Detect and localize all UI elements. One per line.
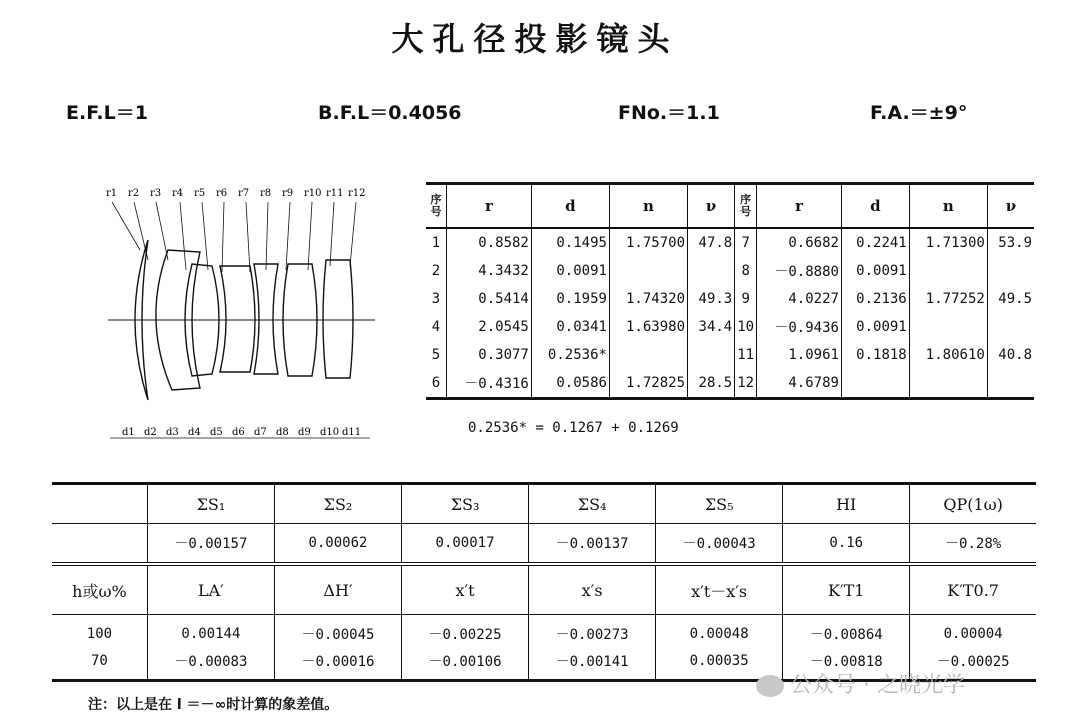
d-label: d11 — [342, 427, 362, 438]
lens-cell-d: 0.0091 — [531, 257, 609, 285]
header-n-2: n — [909, 184, 987, 229]
seidel-value-cell: 0.16 — [783, 524, 910, 565]
aberration-value-cell: －0.00083 — [147, 648, 274, 681]
lens-cell-v — [688, 341, 735, 369]
seidel-header-cell: ΣS₂ — [274, 484, 401, 524]
lens-cell-i: 5 — [431, 347, 441, 363]
lens-table-row — [426, 285, 1034, 313]
page-title: 大孔径投影镜头 — [391, 20, 679, 58]
watermark — [756, 668, 965, 699]
lens-cell-i: 3 — [431, 291, 441, 307]
lens-table-row — [426, 341, 1034, 369]
header-v-2: ν — [987, 184, 1034, 229]
lens-cell-r2: 0.6682 — [757, 228, 842, 257]
d-label: d2 — [144, 427, 157, 438]
seidel-header-cell: HI — [783, 484, 910, 524]
lens-diagram — [100, 180, 390, 445]
lens-cell-i2: 7 — [735, 228, 757, 257]
aberration-value-cell: －0.00016 — [274, 648, 401, 681]
lens-table-row — [426, 369, 1034, 399]
lens-table-header — [426, 184, 1034, 229]
footnote: 注：以上是在 l ＝－∞时计算的象差值。 — [88, 697, 339, 713]
lens-elements — [108, 240, 375, 400]
lens-cell-v: 34.4 — [688, 313, 735, 341]
aberration-header-cell: h或ω% — [52, 564, 147, 615]
d-label: d9 — [298, 427, 311, 438]
r-label: r8 — [260, 188, 272, 199]
lens-cell-v2: 49.5 — [987, 285, 1034, 313]
aberration-row-100 — [52, 615, 1036, 649]
lens-cell-n2: 1.71300 — [909, 228, 987, 257]
seidel-value-cell: －0.00043 — [656, 524, 783, 565]
lens-cell-d: 0.2536* — [531, 341, 609, 369]
d-label: d5 — [210, 427, 223, 438]
aberration-value-cell: 0.00035 — [656, 648, 783, 681]
thickness-note: 0.2536* = 0.1267 + 0.1269 — [468, 420, 679, 436]
lens-cell-n2 — [909, 257, 987, 285]
header-v: ν — [688, 184, 735, 229]
lens-cell-v2 — [987, 313, 1034, 341]
wechat-icon — [756, 675, 784, 697]
r-label: r10 — [304, 188, 322, 199]
header-r: r — [447, 184, 532, 229]
lens-cell-n2 — [909, 313, 987, 341]
lens-cell-r: 0.8582 — [447, 228, 532, 257]
lens-cell-d2 — [841, 369, 909, 399]
seidel-header-cell: ΣS₁ — [147, 484, 274, 524]
seidel-value-cell — [52, 524, 147, 565]
aberration-value-cell: －0.00225 — [402, 615, 529, 649]
d-label: d6 — [232, 427, 245, 438]
d-label: d10 — [320, 427, 340, 438]
lens-table-row — [426, 257, 1034, 285]
lens-cell-i2: 12 — [735, 369, 757, 399]
seidel-value-cell: 0.00062 — [274, 524, 401, 565]
lens-cell-r: －0.4316 — [447, 369, 532, 399]
lens-cell-n — [609, 341, 687, 369]
lens-cell-v: 28.5 — [688, 369, 735, 399]
aberration-header-cell: ΔH′ — [274, 564, 401, 615]
aberration-value-cell: 0.00144 — [147, 615, 274, 649]
lens-cell-n: 1.63980 — [609, 313, 687, 341]
aberration-header-cell: K′T0.7 — [910, 564, 1036, 615]
aberration-value-cell: －0.00818 — [783, 648, 910, 681]
lens-cell-v2: 40.8 — [987, 341, 1034, 369]
r-label: r11 — [326, 188, 344, 199]
lens-cell-v: 49.3 — [688, 285, 735, 313]
spec-fno: FNo.＝1.1 — [618, 102, 720, 124]
watermark-text: 公众号 · 之晓光学 — [790, 673, 965, 698]
lens-cell-r2: 4.0227 — [757, 285, 842, 313]
aberration-header-cell: LA′ — [147, 564, 274, 615]
aberration-header-row — [52, 564, 1036, 615]
aberration-value-cell: －0.00025 — [910, 648, 1036, 681]
lens-cell-r2: －0.8880 — [757, 257, 842, 285]
header-d: d — [531, 184, 609, 229]
lens-cell-d: 0.1495 — [531, 228, 609, 257]
lens-cell-i2: 8 — [735, 257, 757, 285]
lens-element-5 — [254, 264, 278, 374]
lens-cell-i2: 10 — [735, 313, 757, 341]
lens-cell-i: 6 — [426, 369, 447, 399]
lens-table-row — [426, 313, 1034, 341]
aberration-value-cell: 0.00048 — [656, 615, 783, 649]
header-n: n — [609, 184, 687, 229]
r-labels — [106, 188, 366, 199]
seidel-header-cell: ΣS₃ — [402, 484, 529, 524]
header-index-2: 序号 — [735, 184, 757, 229]
lens-cell-n: 1.74320 — [609, 285, 687, 313]
lens-cell-d: 0.1959 — [531, 285, 609, 313]
lens-cell-r: 0.3077 — [447, 341, 532, 369]
aberration-header-cell: K′T1 — [783, 564, 910, 615]
lens-cell-r: 0.5414 — [447, 285, 532, 313]
lens-cell-d2: 0.1818 — [841, 341, 909, 369]
aberration-header-cell: x′s — [529, 564, 656, 615]
r-label: r7 — [238, 188, 250, 199]
r-label: r9 — [282, 188, 294, 199]
lens-cell-r: 4.3432 — [447, 257, 532, 285]
lens-cell-r2: 4.6789 — [757, 369, 842, 399]
r-label: r6 — [216, 188, 228, 199]
lens-cell-n: 1.72825 — [609, 369, 687, 399]
lens-cell-d2: 0.0091 — [841, 313, 909, 341]
lens-cell-d2: 0.0091 — [841, 257, 909, 285]
spec-bfl: B.F.L＝0.4056 — [318, 102, 462, 124]
lens-cell-n: 1.75700 — [609, 228, 687, 257]
seidel-header-cell: ΣS₄ — [529, 484, 656, 524]
lens-cell-r2: 1.0961 — [757, 341, 842, 369]
lens-cell-v2 — [987, 257, 1034, 285]
seidel-header-cell: QP(1ω) — [910, 484, 1036, 524]
aberration-value-cell: 100 — [86, 626, 113, 642]
d-label: d7 — [254, 427, 267, 438]
spec-efl: E.F.L＝1 — [66, 102, 148, 124]
r-label: r3 — [150, 188, 162, 199]
d-label: d4 — [188, 427, 201, 438]
header-d-2: d — [841, 184, 909, 229]
lens-table-row — [426, 228, 1034, 257]
spec-fa: F.A.＝±9° — [870, 102, 968, 124]
lens-cell-v2: 53.9 — [987, 228, 1034, 257]
aberration-value-cell: 70 — [52, 648, 147, 681]
lens-cell-n2: 1.77252 — [909, 285, 987, 313]
lens-cell-v2 — [987, 369, 1034, 399]
seidel-value-cell: －0.00157 — [147, 524, 274, 565]
seidel-header-row — [52, 484, 1036, 524]
r-label: r12 — [348, 188, 366, 199]
seidel-value-cell: －0.28% — [910, 524, 1036, 565]
lens-cell-i: 2 — [431, 263, 441, 279]
lens-cell-r: 2.0545 — [447, 313, 532, 341]
lens-cell-v — [688, 257, 735, 285]
aberration-value-cell: －0.00141 — [529, 648, 656, 681]
aberration-header-cell: x′t — [402, 564, 529, 615]
lens-cell-d: 0.0341 — [531, 313, 609, 341]
lens-cell-i: 4 — [431, 319, 441, 335]
lens-cell-d: 0.0586 — [531, 369, 609, 399]
lens-cell-d2: 0.2136 — [841, 285, 909, 313]
lens-cell-r2: －0.9436 — [757, 313, 842, 341]
lens-cell-v: 47.8 — [688, 228, 735, 257]
lens-data-table — [426, 182, 1034, 400]
r-label: r5 — [194, 188, 206, 199]
header-index: 序号 — [426, 184, 447, 229]
lens-cell-d2: 0.2241 — [841, 228, 909, 257]
d-labels — [122, 427, 361, 438]
d-label: d1 — [122, 427, 135, 438]
seidel-value-cell: 0.00017 — [402, 524, 529, 565]
lens-cell-i2: 11 — [735, 341, 757, 369]
aberration-value-cell: 0.00004 — [910, 615, 1036, 649]
lens-cell-i: 1 — [431, 235, 441, 251]
header-r-2: r — [757, 184, 842, 229]
aberration-value-cell: －0.00106 — [402, 648, 529, 681]
seidel-values-row — [52, 524, 1036, 565]
d-label: d8 — [276, 427, 289, 438]
r-label: r2 — [128, 188, 140, 199]
aberration-value-cell: －0.00045 — [274, 615, 401, 649]
seidel-header-cell — [52, 484, 147, 524]
aberration-value-cell: －0.00273 — [529, 615, 656, 649]
aberration-value-cell: －0.00864 — [783, 615, 910, 649]
lens-element-4 — [220, 266, 255, 372]
seidel-header-cell: ΣS₅ — [656, 484, 783, 524]
aberration-header-cell: x′t－x′s — [656, 564, 783, 615]
r-label: r1 — [106, 188, 118, 199]
aberration-table — [52, 482, 1036, 682]
lens-element-7 — [323, 260, 353, 378]
lens-cell-i2: 9 — [735, 285, 757, 313]
d-label: d3 — [166, 427, 179, 438]
r-label: r4 — [172, 188, 184, 199]
lens-cell-n2: 1.80610 — [909, 341, 987, 369]
lens-cell-n — [609, 257, 687, 285]
seidel-value-cell: －0.00137 — [529, 524, 656, 565]
lens-cell-n2 — [909, 369, 987, 399]
